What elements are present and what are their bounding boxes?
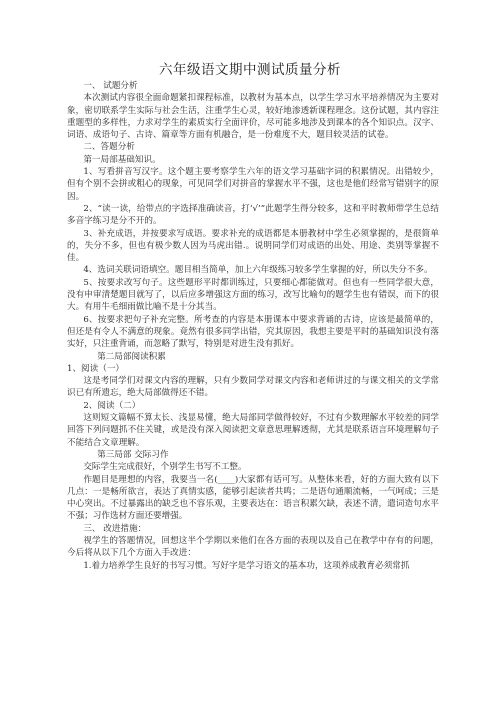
section-heading: 2、阅读（二）	[83, 400, 141, 411]
document-body	[67, 80, 439, 572]
paragraph: 作题目是理想的内容，我要当一名(____)大家都有话可写。从整体来看，好的方面大致有以下几点：一是畅所欲言，表达了真情实感，能够引起读者共鸣；二是语句通顺流畅，一气呵成；三是中心突出。不过暴露出的缺乏也不容乐观，主要表达在：语言积累欠缺，表述不清，遣词造句水平不强；习作选材方面还要增强。	[67, 474, 439, 522]
section-heading: 一、 试题分析	[83, 81, 138, 91]
document-title: 六年级语文期中测试质量分析	[159, 62, 341, 78]
paragraph: 这是考同学们对课文内容的理解，只有少数同学对课文内容和老师讲过的与课文相关的文学常识已有所遗忘，绝大局部做得还不错。	[67, 376, 439, 399]
paragraph: 5、按要求改写句子。这些题形平时都训练过，只要细心都能做对。但也有一些同学很大意，没有申审清楚题目就写了，以后应多增强这方面的练习，改写比喻句的题学生也有错误，而下的很大。有用牛毛细雨做比喻不是十分其当。	[67, 277, 439, 313]
paragraph: 视学生的答题情况，回想这半个学期以来他们在各方面的表现以及自己在教学中存有的问题，今后将从以下几个方面入手改进：	[67, 535, 439, 559]
section-heading: 第三局部 交际习作	[97, 449, 169, 460]
paragraph: 这则短文篇幅不算太长、浅显易懂，绝大局部同学做得较好，不过有少数理解水平较差的同学回答下列问题抓不住关键，或是没有深入阅读把文章意思理解透彻，尤其是联系语言环境理解句子不能结合文章理解。	[67, 413, 439, 448]
paragraph: 1.着力培养学生良好的书写习惯。写好字是学习语文的基本功，这项养成教育必须常抓	[83, 560, 410, 571]
paragraph: 2、“读一读，给带点的字选择准确读音，打‘√’”此题学生得分较多，这和平时教师带学生总结多音字练习是分不开的。	[67, 203, 439, 227]
section-heading: 第二局部阅读积累	[97, 351, 166, 362]
paragraph: 4、选词关联词语填空。题目相当简单，加上六年级练习较多学生掌握的好，所以失分不多。	[83, 265, 433, 276]
paragraph: 交际学生完成很好，个别学生书写不工整。	[83, 462, 247, 473]
section-heading: 1、阅读（一）	[67, 363, 125, 374]
section-heading: 第一局部基础知识。	[83, 154, 161, 165]
section-heading: 三、 改进措施：	[83, 523, 147, 534]
paragraph: 6、按要求把句子补充完整。所考查的内容是本册课本中要求背诵的古诗，应该是最简单的，但还是有令人不满意的现象。竟然有很多同学出错，究其原因，我想主要是平时的基础知识没有落实好，只注重背诵，而忽略了默写，特别是对进生没有抓好。	[67, 314, 439, 350]
paragraph: 1、写看拼音写汉字。这个题主要考察学生六年的语文学习基础字词的积累情况。出错较少，但有个别不会拼或粗心的现象，可见同学们对拼音的掌握水平不强，这也是他们经常写错别字的原因。	[67, 167, 439, 202]
paragraph: 本次测试内容很全面命题紧扣课程标准，以教材为基本点，以学生学习水平培养情况为主要对象，密切联系学生实际与社会生活，注重学生心灵，较好地渗透新课程理念。这份试题，其内容注重题型的多样性，力求对学生的素质实行全面评价，尽可能多地涉及到课本的各个知识点。汉字、词语、成语句子、古诗、篇章等方面有机融合，是一份难度不大，题目较灵活的试卷。	[67, 93, 439, 141]
section-heading: 二、答题分析	[83, 142, 135, 153]
paragraph: 3、补充成语，并按要求写成语。要求补充的成语都是本册教材中学生必须掌握的，是很简单的，失分不多，但也有极少数人因为马虎出错.。说明同学们对成语的出处、用途、类别等掌握不佳。	[67, 228, 439, 264]
